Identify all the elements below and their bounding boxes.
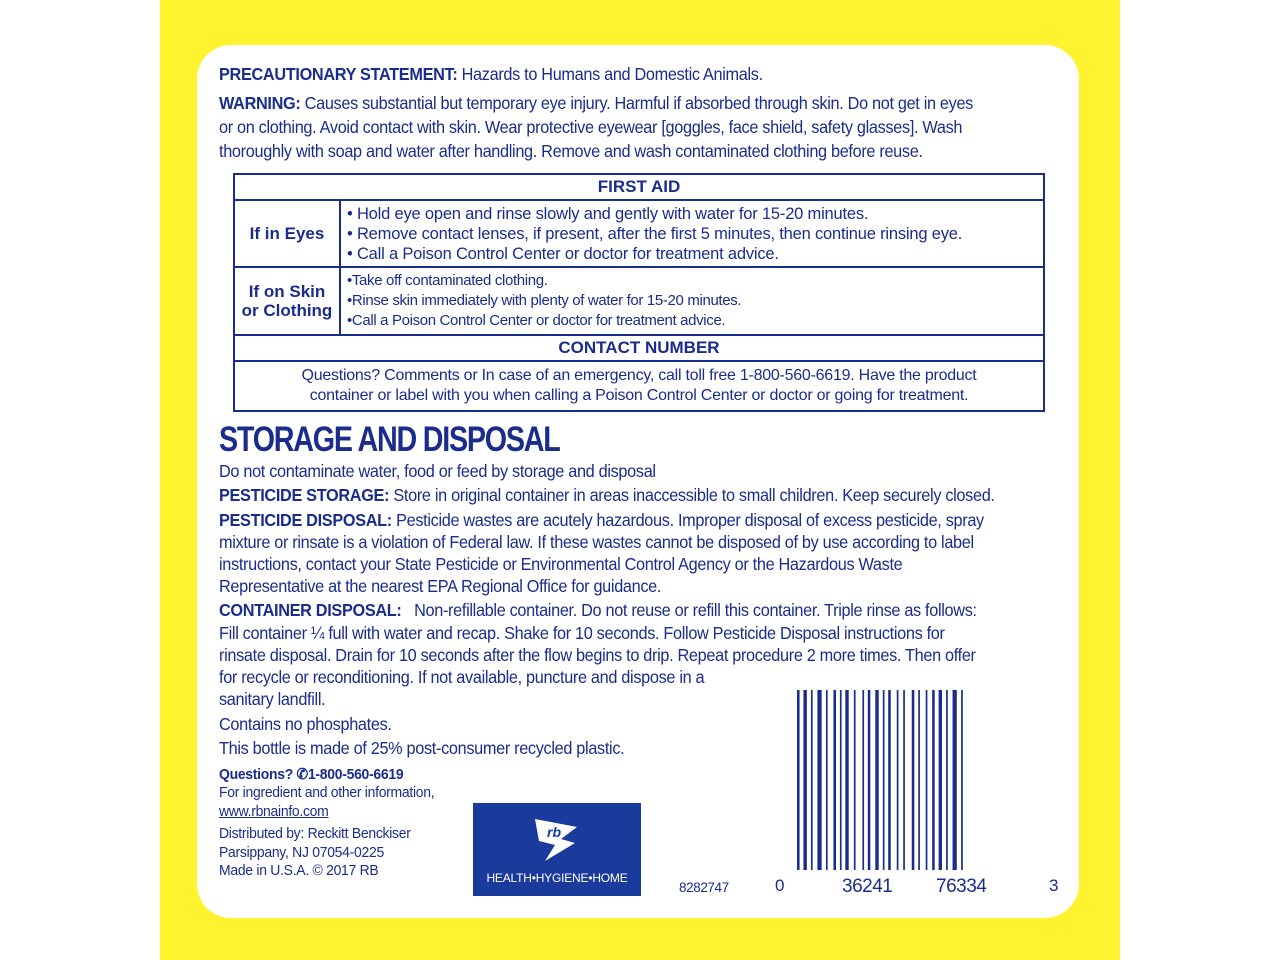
first-aid-title: FIRST AID [234,174,1044,200]
container-disposal-line-1 [219,599,977,622]
barcode-bar [926,690,928,870]
storage-intro: Do not contaminate water, food or feed by storage and disposal [219,461,656,481]
barcode-bar [961,690,963,870]
warning-text-1: Causes substantial but temporary eye injury. Harmful if absorbed through skin. Do not get in eyes [300,93,973,113]
phosphates-note: Contains no phosphates. [219,714,392,734]
barcode-bar [912,690,915,870]
contact-line: container or label with you when calling a Poison Control Center or doctor or going for treatment. [309,387,969,404]
storage-heading: STORAGE AND DISPOSAL [219,420,560,459]
website-link[interactable]: www.rbnainfo.com [219,803,329,820]
distributor-address: Parsippany, NJ 07054-0225 [219,844,384,861]
pesticide-disposal-line-2: mixture or rinsate is a violation of Federal law. If these wastes cannot be disposed of by use according to label [219,532,974,552]
distributor-line: Distributed by: Reckitt Benckiser [219,825,411,842]
precautionary-statement [219,63,763,86]
rb-logo-mark: rb [547,824,561,840]
eyes-label: If in Eyes [234,200,340,267]
skin-item: •Take off contaminated clothing. [347,272,548,289]
barcode-bar [803,690,806,870]
first-aid-table [233,173,1045,412]
container-disposal-label: CONTAINER DISPOSAL: [219,600,402,620]
pesticide-disposal-text: Pesticide wastes are acutely hazardous. Improper disposal of excess pesticide, spray [391,510,984,530]
pesticide-disposal-line-4: Representative at the nearest EPA Regional Office for guidance. [219,576,662,596]
barcode-bar [875,690,878,870]
rb-logo-icon [531,813,583,865]
container-disposal-line-4: for recycle or reconditioning. If not available, puncture and dispose in a [219,667,705,687]
skin-item: •Call a Poison Control Center or doctor for treatment advice. [347,312,726,329]
skin-label-line: or Clothing [241,301,333,320]
container-disposal-line-3: rinsate disposal. Drain for 10 seconds after the flow begins to drip. Repeat procedure 2 more times. Then offer [219,645,976,665]
barcode-digit-first: 0 [775,876,784,895]
rb-logo-text: HEALTH•HYGIENE•HOME [486,871,628,885]
barcode-bar [903,690,905,870]
barcode-digits-right: 76334 [936,876,987,897]
skin-label-line: If on Skin [248,282,326,301]
pesticide-storage-label: PESTICIDE STORAGE: [219,485,390,505]
warning-label: WARNING: [219,93,301,113]
barcode-bar [854,690,856,870]
made-in-line: Made in U.S.A. © 2017 RB [219,862,379,879]
pesticide-disposal-line-1 [219,509,984,532]
eyes-instructions [340,200,1044,267]
warning-line-1 [219,92,973,115]
skin-label [234,267,340,335]
pesticide-disposal-line-3: instructions, contact your State Pesticide or Environmental Control Agency or the Hazardous Waste [219,554,903,574]
contact-text [234,361,1044,411]
barcode-bar [883,690,885,870]
container-disposal-line-5: sanitary landfill. [219,689,326,709]
barcode-bar [918,690,920,870]
barcode-bar [826,690,828,870]
rb-logo [473,803,641,896]
barcode-bar [946,690,948,870]
container-disposal-line-2: Fill container ¼ full with water and recap. Shake for 10 seconds. Follow Pesticide Disposal instructions for [219,623,945,643]
barcode-bar [888,690,891,870]
container-disposal-text: Non-refillable container. Do not reuse or refill this container. Triple rinse as follows: [401,600,977,620]
warning-line-2: or on clothing. Avoid contact with skin. Wear protective eyewear [goggles, face shield, safety glasses]. Wash [219,117,963,137]
contact-line: Questions? Comments or In case of an emergency, call toll free 1-800-560-6619. Have the product [301,367,977,384]
barcode-bar [897,690,899,870]
barcode-bar [797,690,800,870]
pesticide-storage [219,484,995,507]
barcode-bar [845,690,848,870]
barcode-bar [811,690,813,870]
skin-item: •Rinse skin immediately with plenty of water for 15-20 minutes. [347,292,742,309]
precautionary-text: Hazards to Humans and Domestic Animals. [457,64,763,84]
ingredient-info: For ingredient and other information, [219,784,435,801]
eyes-item: • Remove contact lenses, if present, after the first 5 minutes, then continue rinsing eye. [347,224,963,243]
eyes-item: • Hold eye open and rinse slowly and gently with water for 15-20 minutes. [347,204,869,223]
recycled-note: This bottle is made of 25% post-consumer recycled plastic. [219,738,625,758]
barcode-bar [862,690,864,870]
barcode-bar [939,690,942,870]
barcode-bar [932,690,935,870]
skin-instructions [340,267,1044,335]
barcode-digit-check: 3 [1049,876,1058,895]
contact-number-title: CONTACT NUMBER [234,335,1044,361]
barcode-bar [840,690,842,870]
eyes-item: • Call a Poison Control Center or doctor for treatment advice. [347,244,779,263]
questions-phone: Questions? ✆1-800-560-6619 [219,766,404,783]
lot-number: 8282747 [679,880,729,895]
barcode-digits-left: 36241 [842,876,893,897]
pesticide-storage-text: Store in original container in areas inaccessible to small children. Keep securely closed. [389,485,995,505]
barcode-bar [868,690,871,870]
precautionary-label: PRECAUTIONARY STATEMENT: [219,64,458,84]
warning-line-3: thoroughly with soap and water after handling. Remove and wash contaminated clothing before reuse. [219,141,923,161]
pesticide-disposal-label: PESTICIDE DISPOSAL: [219,510,392,530]
barcode-bar [833,690,836,870]
barcode [797,690,1046,870]
barcode-bar [817,690,821,870]
barcode-bar [953,690,957,870]
